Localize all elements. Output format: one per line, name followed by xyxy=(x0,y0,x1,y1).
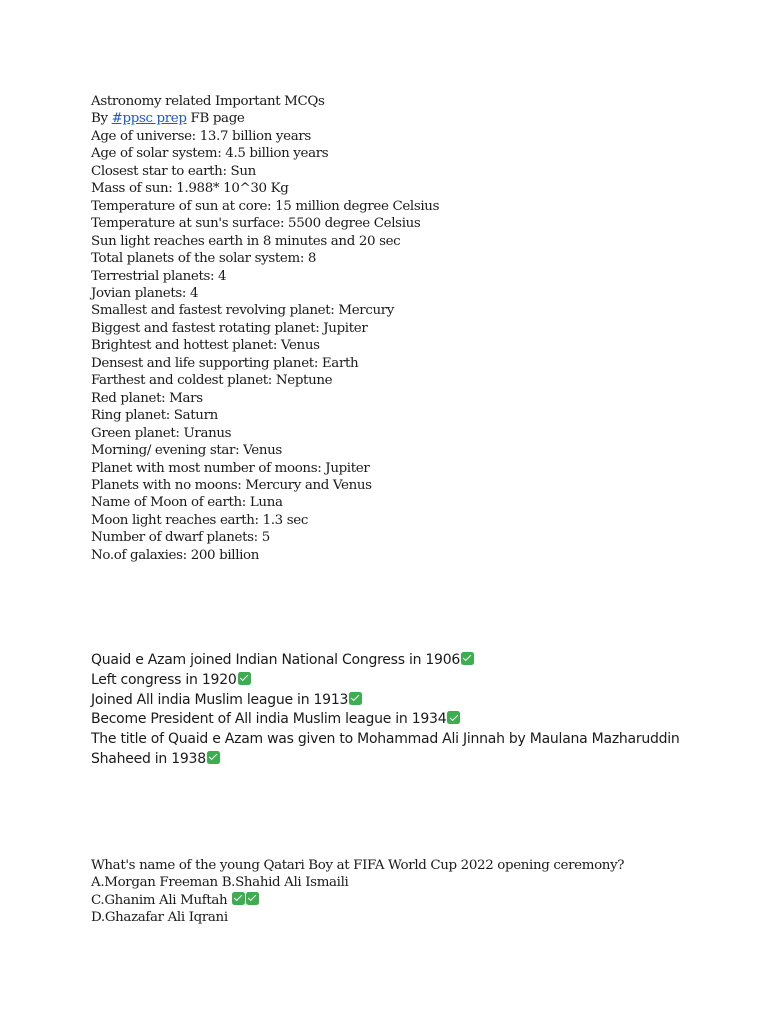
fact-line: Biggest and fastest rotating planet: Jupiter xyxy=(91,320,368,336)
quaid-line-text: Joined All india Muslim league in 1913 xyxy=(91,691,349,708)
fact-line: Moon light reaches earth: 1.3 sec xyxy=(91,512,308,528)
astronomy-title: Astronomy related Important MCQs xyxy=(91,94,325,109)
fact-line: Temperature of sun at core: 15 million degree Celsius xyxy=(91,198,440,214)
fact-line: Name of Moon of earth: Luna xyxy=(91,495,283,511)
fact-line: Age of solar system: 4.5 billion years xyxy=(91,146,329,162)
fact-line: Red planet: Mars xyxy=(91,390,203,406)
quaid-title-line xyxy=(91,750,711,770)
byline-suffix: FB page xyxy=(186,111,245,127)
quaid-line xyxy=(91,651,711,671)
fact-line: Mass of sun: 1.988* 10^30 Kg xyxy=(91,181,289,197)
quaid-line-text: Become President of All india Muslim league in 1934 xyxy=(91,711,447,728)
check-mark-button-icon xyxy=(238,672,251,685)
check-mark-button-icon xyxy=(447,711,460,724)
byline-prefix: By xyxy=(91,111,112,127)
fact-line: Farthest and coldest planet: Neptune xyxy=(91,373,333,389)
option-d: D.Ghazafar Ali Iqrani xyxy=(91,910,228,926)
fifa-question: What's name of the young Qatari Boy at FIFA World Cup 2022 opening ceremony? xyxy=(91,858,625,873)
ppsc-prep-hashtag-link[interactable]: #ppsc prep xyxy=(111,111,187,127)
fact-line: Age of universe: 13.7 billion years xyxy=(91,128,311,144)
fact-line: Morning/ evening star: Venus xyxy=(91,443,282,459)
fact-line: Smallest and fastest revolving planet: Mercury xyxy=(91,303,395,319)
fact-line: Terrestrial planets: 4 xyxy=(91,268,227,284)
check-mark-button-icon xyxy=(207,751,220,764)
quaid-section xyxy=(91,651,711,770)
quaid-line-text: Shaheed in 1938 xyxy=(91,750,206,767)
option-c xyxy=(91,892,711,909)
quaid-line xyxy=(91,710,711,730)
fact-line: No.of galaxies: 200 billion xyxy=(91,547,260,563)
quaid-line-text: Quaid e Azam joined Indian National Congress in 1906 xyxy=(91,652,461,668)
quaid-line xyxy=(91,671,711,691)
fact-line: Densest and life supporting planet: Earth xyxy=(91,355,359,371)
fact-line: Number of dwarf planets: 5 xyxy=(91,530,270,546)
fact-line: Ring planet: Saturn xyxy=(91,408,218,424)
fact-line: Green planet: Uranus xyxy=(91,425,232,441)
fact-line: Planets with no moons: Mercury and Venus xyxy=(91,477,372,493)
fact-line: Sun light reaches earth in 8 minutes and 20 sec xyxy=(91,233,401,249)
option-c-text: C.Ghanim Ali Muftah xyxy=(91,892,232,908)
fact-line: Planet with most number of moons: Jupiter xyxy=(91,460,370,476)
fact-line: Closest star to earth: Sun xyxy=(91,163,256,179)
option-a-b: A.Morgan Freeman B.Shahid Ali Ismaili xyxy=(91,875,349,891)
check-mark-button-icon xyxy=(232,892,245,905)
fifa-question-section xyxy=(91,857,711,927)
fact-line: Brightest and hottest planet: Venus xyxy=(91,338,320,354)
byline xyxy=(91,110,711,127)
quaid-line-text: Left congress in 1920 xyxy=(91,671,237,688)
fact-line: Jovian planets: 4 xyxy=(91,285,199,301)
check-mark-button-icon xyxy=(349,692,362,705)
quaid-line xyxy=(91,691,711,711)
astronomy-section xyxy=(91,93,711,564)
check-mark-button-icon xyxy=(246,892,259,905)
check-mark-button-icon xyxy=(461,652,474,665)
fact-line: Total planets of the solar system: 8 xyxy=(91,251,317,267)
fact-line: Temperature at sun's surface: 5500 degree Celsius xyxy=(91,216,421,232)
quaid-title-line: The title of Quaid e Azam was given to Mohammad Ali Jinnah by Maulana Mazharuddin xyxy=(91,731,680,748)
